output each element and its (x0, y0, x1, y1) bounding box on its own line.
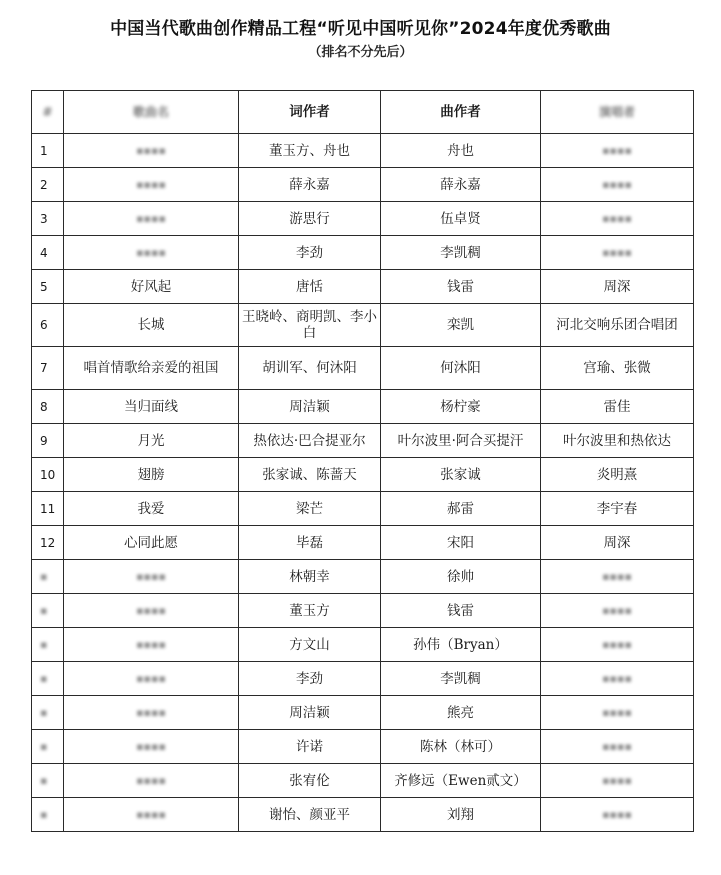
singer-name (541, 594, 694, 628)
song-title (64, 628, 239, 662)
lyricist-name: 毕磊 (239, 526, 381, 560)
row-number (32, 560, 64, 594)
singer-name (541, 662, 694, 696)
redacted-text: ▪ (40, 604, 48, 617)
redacted-text: ▪▪▪▪ (602, 740, 632, 753)
table-row (32, 236, 694, 270)
document-title: 中国当代歌曲创作精品工程“听见中国听见你”2024年度优秀歌曲 (110, 19, 611, 39)
singer-name (541, 202, 694, 236)
composer-name: 钱雷 (381, 270, 541, 304)
singer-name (541, 168, 694, 202)
redacted-text: ▪▪▪▪ (136, 570, 166, 583)
lyricist-name: 李劲 (239, 662, 381, 696)
header-singer: 演唱者 (541, 91, 694, 134)
table-row (32, 424, 694, 458)
composer-name: 张家诚 (381, 458, 541, 492)
redacted-text: ▪▪▪▪ (136, 144, 166, 157)
redacted-text: ▪▪▪▪ (602, 706, 632, 719)
composer-name: 齐修远（Ewen贰文） (381, 764, 541, 798)
composer-name: 钱雷 (381, 594, 541, 628)
singer-name (541, 628, 694, 662)
song-table (31, 90, 694, 832)
header-number: # (32, 91, 64, 134)
row-number (32, 730, 64, 764)
singer-name: 周深 (541, 270, 694, 304)
redacted-text: ▪ (40, 638, 48, 651)
table-row (32, 492, 694, 526)
song-title (64, 730, 239, 764)
composer-name: 何沐阳 (381, 347, 541, 390)
table-row (32, 628, 694, 662)
row-number (32, 764, 64, 798)
singer-name (541, 696, 694, 730)
redacted-text: ▪▪▪▪ (136, 604, 166, 617)
row-number (32, 594, 64, 628)
lyricist-name: 薛永嘉 (239, 168, 381, 202)
lyricist-name: 谢怡、颜亚平 (239, 798, 381, 832)
table-row (32, 526, 694, 560)
table-row (32, 764, 694, 798)
redacted-text: ▪▪▪▪ (136, 774, 166, 787)
redacted-text: ▪▪▪▪ (602, 604, 632, 617)
table-row (32, 202, 694, 236)
composer-name: 伍卓贤 (381, 202, 541, 236)
lyricist-name: 周洁颖 (239, 696, 381, 730)
singer-name: 宫瑜、张微 (541, 347, 694, 390)
composer-name: 薛永嘉 (381, 168, 541, 202)
composer-name: 孙伟（Bryan） (381, 628, 541, 662)
redacted-text: ▪▪▪▪ (136, 178, 166, 191)
redacted-text: ▪▪▪▪ (602, 672, 632, 685)
lyricist-name: 方文山 (239, 628, 381, 662)
redacted-text: ▪ (40, 740, 48, 753)
lyricist-name: 热依达·巴合提亚尔 (239, 424, 381, 458)
lyricist-name: 周洁颖 (239, 390, 381, 424)
redacted-text: ▪▪▪▪ (136, 706, 166, 719)
header-lyricist: 词作者 (239, 91, 381, 134)
song-title: 长城 (64, 304, 239, 347)
composer-name: 杨柠豪 (381, 390, 541, 424)
lyricist-name: 王晓岭、商明凯、李小白 (239, 304, 381, 347)
song-title (64, 764, 239, 798)
lyricist-name: 董玉方、舟也 (239, 134, 381, 168)
table-row (32, 696, 694, 730)
redacted-text: ▪▪▪▪ (136, 808, 166, 821)
redacted-text: ▪▪▪▪ (136, 672, 166, 685)
redacted-text: ▪▪▪▪ (602, 638, 632, 651)
singer-name (541, 730, 694, 764)
lyricist-name: 董玉方 (239, 594, 381, 628)
table-row (32, 304, 694, 347)
table-row (32, 798, 694, 832)
redacted-text: ▪ (40, 672, 48, 685)
lyricist-name: 许诺 (239, 730, 381, 764)
redacted-text: ▪ (40, 774, 48, 787)
row-number: 3 (32, 202, 64, 236)
row-number (32, 696, 64, 730)
composer-name: 宋阳 (381, 526, 541, 560)
song-title: 当归面线 (64, 390, 239, 424)
lyricist-name: 唐恬 (239, 270, 381, 304)
song-title: 翅膀 (64, 458, 239, 492)
header-song: 歌曲名 (64, 91, 239, 134)
row-number: 5 (32, 270, 64, 304)
table-row (32, 594, 694, 628)
song-title (64, 696, 239, 730)
table-row (32, 662, 694, 696)
lyricist-name: 张家诚、陈蔷天 (239, 458, 381, 492)
song-title: 心同此愿 (64, 526, 239, 560)
row-number: 6 (32, 304, 64, 347)
row-number: 4 (32, 236, 64, 270)
song-title: 好风起 (64, 270, 239, 304)
song-title: 我爱 (64, 492, 239, 526)
singer-name: 周深 (541, 526, 694, 560)
singer-name: 雷佳 (541, 390, 694, 424)
redacted-text: ▪▪▪▪ (136, 212, 166, 225)
singer-name (541, 560, 694, 594)
song-title (64, 134, 239, 168)
redacted-text: ▪▪▪▪ (136, 638, 166, 651)
row-number: 9 (32, 424, 64, 458)
redacted-text: ▪ (40, 570, 48, 583)
singer-name: 李宇春 (541, 492, 694, 526)
redacted-text: ▪▪▪▪ (602, 774, 632, 787)
song-title (64, 560, 239, 594)
redacted-text: ▪▪▪▪ (602, 178, 632, 191)
redacted-text: ▪▪▪▪ (136, 740, 166, 753)
redacted-text: ▪▪▪▪ (602, 808, 632, 821)
table-row (32, 730, 694, 764)
table-row (32, 270, 694, 304)
table-row (32, 458, 694, 492)
lyricist-name: 林朝幸 (239, 560, 381, 594)
table-row (32, 134, 694, 168)
song-title (64, 202, 239, 236)
row-number: 1 (32, 134, 64, 168)
composer-name: 栾凯 (381, 304, 541, 347)
row-number: 11 (32, 492, 64, 526)
lyricist-name: 张宥伦 (239, 764, 381, 798)
composer-name: 李凯稠 (381, 662, 541, 696)
lyricist-name: 梁芒 (239, 492, 381, 526)
singer-name (541, 236, 694, 270)
redacted-text: ▪▪▪▪ (136, 246, 166, 259)
table-row (32, 390, 694, 424)
row-number: 12 (32, 526, 64, 560)
row-number (32, 628, 64, 662)
song-title (64, 168, 239, 202)
lyricist-name: 胡训军、何沐阳 (239, 347, 381, 390)
singer-name: 炎明熹 (541, 458, 694, 492)
row-number: 8 (32, 390, 64, 424)
composer-name: 叶尔波里·阿合买提汗 (381, 424, 541, 458)
redacted-text: ▪▪▪▪ (602, 570, 632, 583)
song-title (64, 798, 239, 832)
redacted-text: ▪ (40, 706, 48, 719)
row-number: 2 (32, 168, 64, 202)
composer-name: 舟也 (381, 134, 541, 168)
header-composer: 曲作者 (381, 91, 541, 134)
table-row (32, 347, 694, 390)
singer-name (541, 764, 694, 798)
song-title: 唱首情歌给亲爱的祖国 (64, 347, 239, 390)
singer-name (541, 134, 694, 168)
lyricist-name: 李劲 (239, 236, 381, 270)
composer-name: 陈林（林可） (381, 730, 541, 764)
composer-name: 熊亮 (381, 696, 541, 730)
row-number (32, 798, 64, 832)
redacted-text: ▪ (40, 808, 48, 821)
composer-name: 郝雷 (381, 492, 541, 526)
composer-name: 刘翔 (381, 798, 541, 832)
redacted-text: ▪▪▪▪ (602, 246, 632, 259)
table-row (32, 168, 694, 202)
redacted-text: ▪▪▪▪ (602, 144, 632, 157)
composer-name: 李凯稠 (381, 236, 541, 270)
row-number: 7 (32, 347, 64, 390)
singer-name: 河北交响乐团合唱团 (541, 304, 694, 347)
singer-name (541, 798, 694, 832)
row-number (32, 662, 64, 696)
song-title (64, 594, 239, 628)
document-subtitle: （排名不分先后） (308, 45, 413, 60)
song-title (64, 662, 239, 696)
table-header-row (32, 91, 694, 134)
song-title (64, 236, 239, 270)
singer-name: 叶尔波里和热依达 (541, 424, 694, 458)
composer-name: 徐帅 (381, 560, 541, 594)
redacted-text: ▪▪▪▪ (602, 212, 632, 225)
table-row (32, 560, 694, 594)
row-number: 10 (32, 458, 64, 492)
song-title: 月光 (64, 424, 239, 458)
lyricist-name: 游思行 (239, 202, 381, 236)
